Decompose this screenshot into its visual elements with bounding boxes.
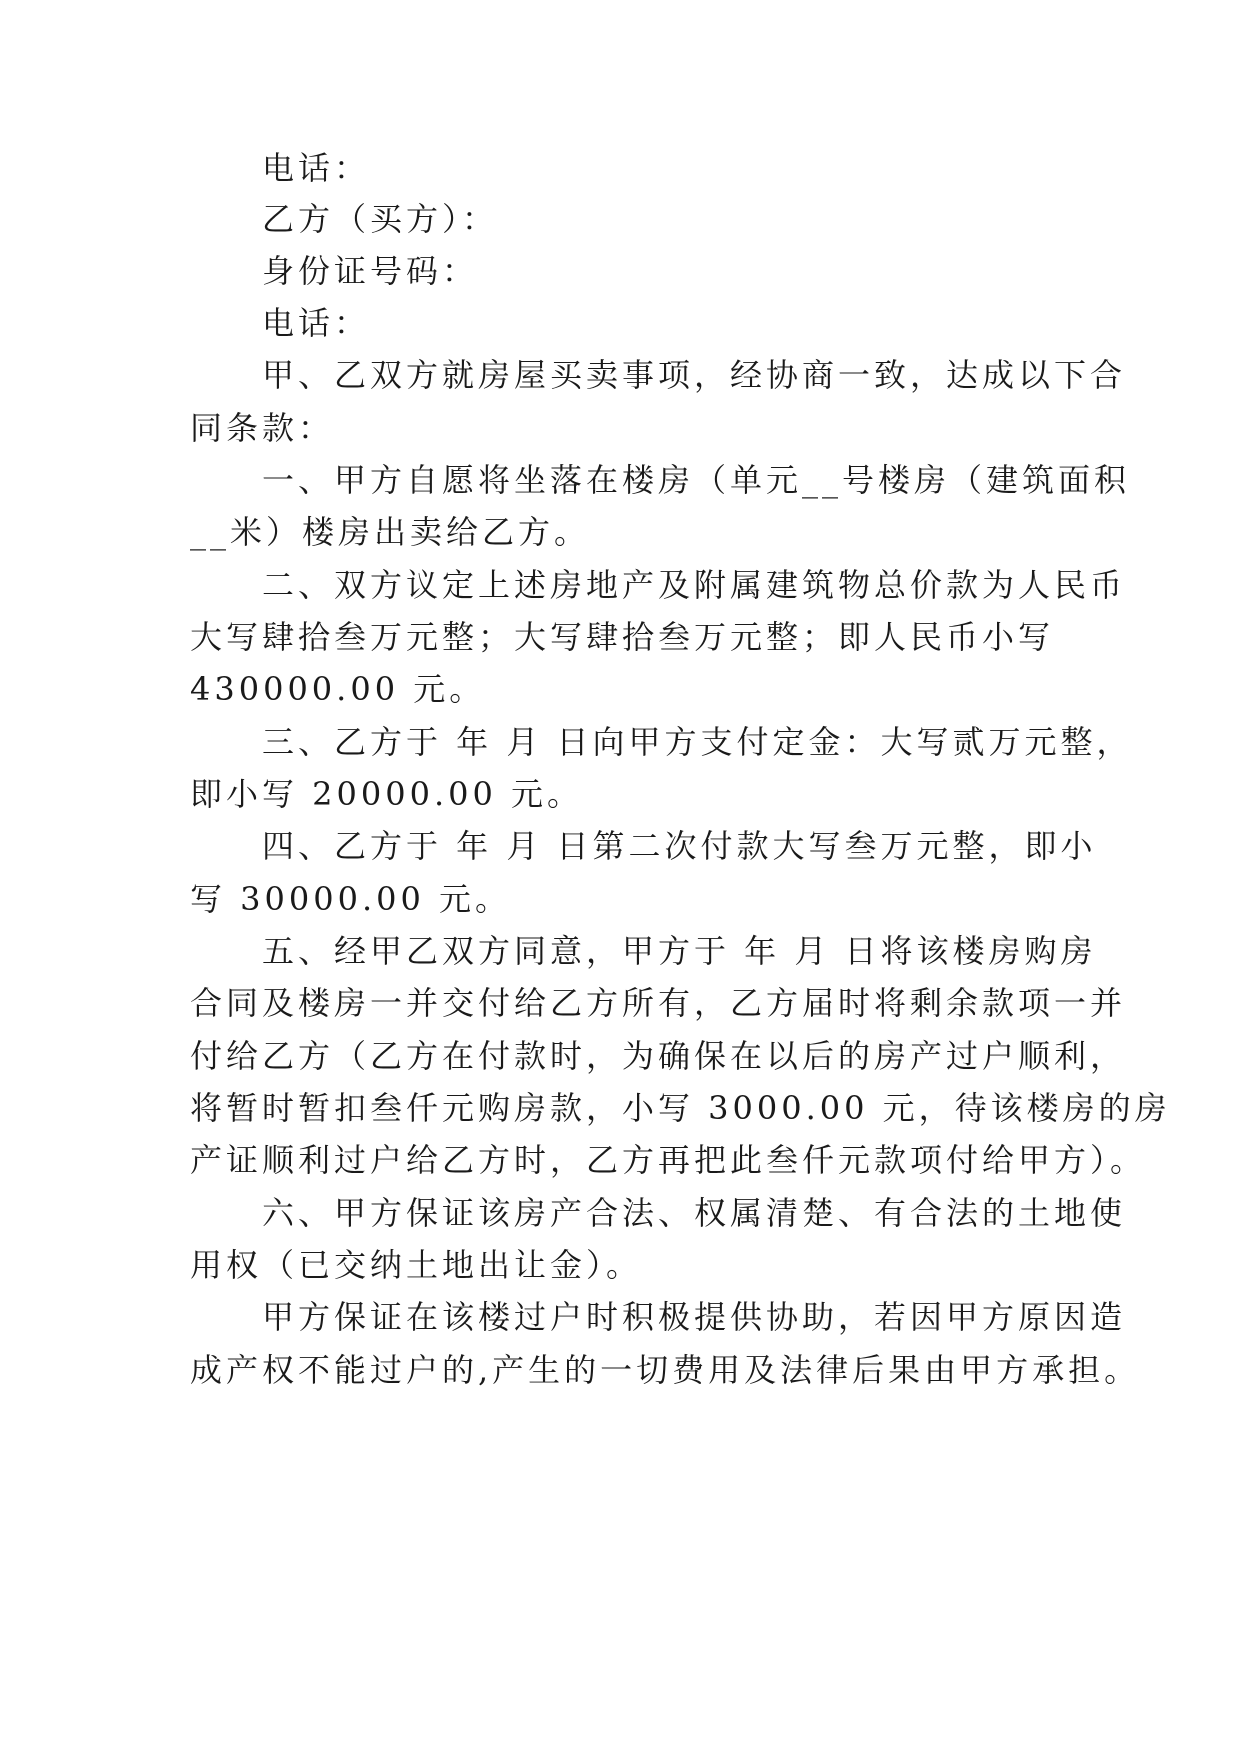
line-clause-5d: 将暂时暂扣叁仟元购房款，小写 3000.00 元，待该楼房的房 — [190, 1089, 1171, 1127]
line-clause-2c: 430000.00 元。 — [190, 670, 486, 708]
line-clause-5e: 产证顺利过户给乙方时，乙方再把此叁仟元款项付给甲方）。 — [190, 1141, 1147, 1179]
line-phone-seller: 电话： — [190, 149, 371, 187]
line-phone-buyer: 电话： — [190, 304, 371, 342]
line-clause-5c: 付给乙方（乙方在付款时，为确保在以后的房产过户顺利， — [190, 1037, 1127, 1075]
line-clause-3b: 即小写 20000.00 元。 — [190, 775, 584, 813]
line-clause-6c: 甲方保证在该楼过户时积极提供协助，若因甲方原因造 — [190, 1298, 1127, 1336]
line-clause-4a: 四、乙方于 年 月 日第二次付款大写叁万元整，即小 — [190, 827, 1097, 865]
line-clause-1b: __米）楼房出卖给乙方。 — [190, 513, 591, 551]
line-clause-2b: 大写肆拾叁万元整；大写肆拾叁万元整；即人民币小写 — [190, 618, 1055, 656]
line-party-b: 乙方（买方）： — [190, 200, 499, 238]
line-clause-5b: 合同及楼房一并交付给乙方所有，乙方届时将剩余款项一并 — [190, 984, 1127, 1022]
line-preamble-1: 甲、乙双方就房屋买卖事项，经协商一致，达成以下合 — [190, 356, 1127, 394]
line-clause-2a: 二、双方议定上述房地产及附属建筑物总价款为人民币 — [190, 566, 1127, 604]
line-clause-4b: 写 30000.00 元。 — [190, 880, 512, 918]
line-id-number: 身份证号码： — [190, 252, 479, 290]
line-clause-6d: 成产权不能过户的,产生的一切费用及法律后果由甲方承担。 — [190, 1351, 1141, 1389]
line-preamble-2: 同条款： — [190, 409, 335, 447]
line-clause-5a: 五、经甲乙双方同意，甲方于 年 月 日将该楼房购房 — [190, 932, 1097, 970]
line-clause-1a: 一、甲方自愿将坐落在楼房（单元__号楼房（建筑面积 — [190, 461, 1131, 499]
line-clause-3a: 三、乙方于 年 月 日向甲方支付定金：大写贰万元整， — [190, 723, 1133, 761]
line-clause-6b: 用权（已交纳土地出让金）。 — [190, 1246, 643, 1284]
line-clause-6a: 六、甲方保证该房产合法、权属清楚、有合法的土地使 — [190, 1194, 1127, 1232]
